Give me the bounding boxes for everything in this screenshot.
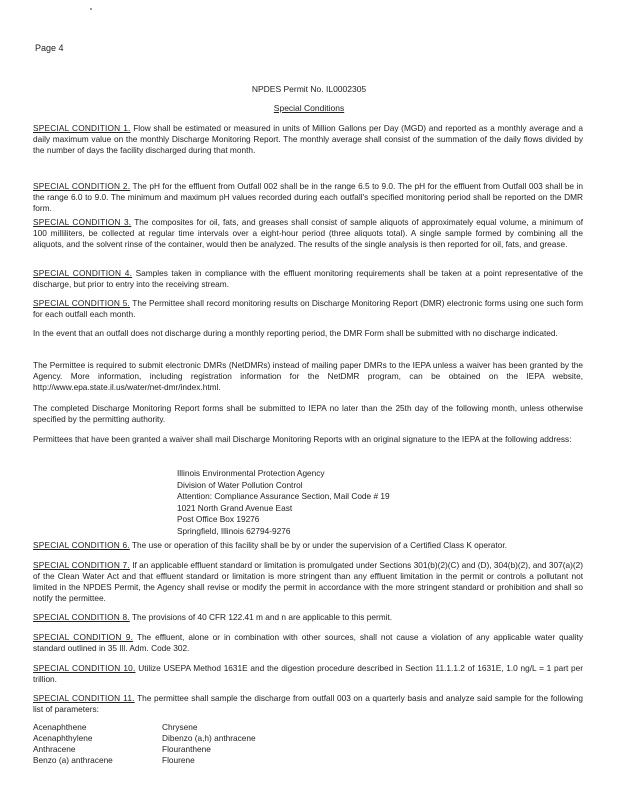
address-line: Attention: Compliance Assurance Section, Mail Code # 19 bbox=[177, 491, 390, 501]
special-condition-2: SPECIAL CONDITION 2. The pH for the effluent from Outfall 002 shall be in the range 6.5 to 9.0. The pH for the effluent from Outfall 003 shall be in the range 6.0 to 9.0. The minimum and maximum pH values recorded during each outfall's specified monitoring period shall be reported on the DMR form. bbox=[33, 181, 583, 213]
page-title: Special Conditions bbox=[273, 103, 345, 113]
list-item: Dibenzo (a,h) anthracene bbox=[162, 733, 256, 743]
list-item: Benzo (a) anthracene bbox=[33, 755, 113, 765]
address-line: Illinois Environmental Protection Agency bbox=[177, 468, 325, 478]
no-discharge-paragraph: In the event that an outfall does not discharge during a monthly reporting period, the DMR Form shall be submitted with no discharge indicated. bbox=[33, 328, 558, 338]
list-item: Acenaphthylene bbox=[33, 733, 93, 743]
special-condition-3: SPECIAL CONDITION 3. The composites for oil, fats, and greases shall consist of sample aliquots of approximately equal volume, a minimum of 100 milliliters, be collected at regular time intervals over a eight-hour period (three aliquots total). A single sample formed by combining all the aliquots, and the solvent rinse of the container, would then be analyzed. The results of the single analysis is then reported for oil, fats, and grease. bbox=[33, 217, 583, 249]
scan-speck bbox=[90, 8, 92, 10]
netdmr-paragraph: The Permittee is required to submit electronic DMRs (NetDMRs) instead of mailing paper DMRs to the IEPA unless a waiver has been granted by the Agency. More information, including registration information for the NetDMR program, can be obtained on the IEPA website, http://www.epa.state.il.us/water/net-dmr/index.html. bbox=[33, 360, 583, 392]
list-item: Flourene bbox=[162, 755, 195, 765]
list-item: Acenaphthene bbox=[33, 722, 87, 732]
list-item: Anthracene bbox=[33, 744, 76, 754]
list-item: Chrysene bbox=[162, 722, 198, 732]
list-item: Flouranthene bbox=[162, 744, 211, 754]
address-line: 1021 North Grand Avenue East bbox=[177, 502, 293, 513]
address-line: Post Office Box 19276 bbox=[177, 514, 260, 524]
special-condition-1: SPECIAL CONDITION 1. Flow shall be estimated or measured in units of Million Gallons per Day (MGD) and reported as a monthly average and a daily maximum value on the monthly Discharge Monitoring Report. The monthly average shall consist of the summation of the daily flows divided by the number of days the facility discharged during that month. bbox=[33, 123, 583, 155]
address-line: Springfield, Illinois 62794-9276 bbox=[177, 525, 291, 536]
waiver-paragraph: Permittees that have been granted a waiver shall mail Discharge Monitoring Reports with an original signature to the IEPA at the following address: bbox=[33, 434, 572, 444]
special-condition-9: SPECIAL CONDITION 9. The effluent, alone or in combination with other sources, shall not cause a violation of any applicable water quality standard outlined in 35 Ill. Adm. Code 302. bbox=[33, 632, 584, 653]
special-condition-7: SPECIAL CONDITION 7. If an applicable effluent standard or limitation is promulgated under Sections 301(b)(2)(C) and (D), 304(b)(2), and 307(a)(2) of the Clean Water Act and that effluent standard or limitation is more stringent than any effluent limitation in the permit or controls a pollutant not limited in the NPDES Permit, the Agency shall revise or modify the permit in accordance with the more stringent standard or prohibition and shall so notify the permittee. bbox=[33, 560, 583, 603]
parameter-list-right bbox=[162, 722, 256, 766]
address-line: Division of Water Pollution Control bbox=[177, 479, 303, 490]
page-label: Page 4 bbox=[35, 43, 64, 53]
mailing-address bbox=[177, 468, 390, 537]
special-condition-10: SPECIAL CONDITION 10. Utilize USEPA Method 1631E and the digestion procedure described in Section 11.1.1.2 of 1631E, 1.0 ng/L = 1 part per trillion. bbox=[33, 663, 583, 684]
dmr-deadline-paragraph: The completed Discharge Monitoring Report forms shall be submitted to IEPA no later than the 25th day of the following month, unless otherwise specified by the permitting authority. bbox=[33, 403, 583, 424]
special-condition-6: SPECIAL CONDITION 6. The use or operation of this facility shall be by or under the supervision of a Certified Class K operator. bbox=[33, 540, 507, 550]
permit-number: NPDES Permit No. IL0002305 bbox=[251, 84, 367, 94]
special-condition-4: SPECIAL CONDITION 4. Samples taken in compliance with the effluent monitoring requirements shall be taken at a point representative of the discharge, but prior to entry into the receiving stream. bbox=[33, 268, 583, 289]
special-condition-8: SPECIAL CONDITION 8. The provisions of 40 CFR 122.41 m and n are applicable to this permit. bbox=[33, 612, 393, 622]
parameter-list-left bbox=[33, 722, 113, 766]
special-condition-5: SPECIAL CONDITION 5. The Permittee shall record monitoring results on Discharge Monitoring Report (DMR) electronic forms using one such form for each outfall each month. bbox=[33, 298, 583, 319]
special-condition-11: SPECIAL CONDITION 11. The permittee shall sample the discharge from outfall 003 on a quarterly basis and analyze said sample for the following list of parameters: bbox=[33, 693, 583, 714]
